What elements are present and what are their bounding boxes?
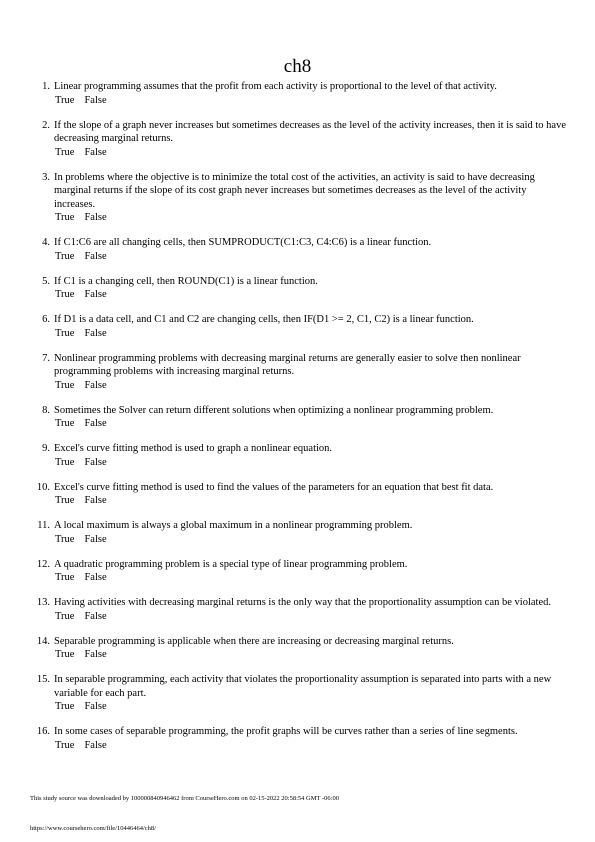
question-text: If D1 is a data cell, and C1 and C2 are changing cells, then IF(D1 >= 2, C1, C2) is a linear function. xyxy=(54,314,474,325)
question-item xyxy=(30,275,570,302)
option-false[interactable]: False xyxy=(84,94,107,106)
question-item xyxy=(30,596,570,623)
answer-options xyxy=(54,379,570,393)
answer-options xyxy=(54,494,570,508)
question-text: If the slope of a graph never increases but sometimes decreases as the level of the activity increases, then it is said to have decreasing marginal returns. xyxy=(54,119,566,144)
answer-options xyxy=(54,610,570,624)
question-text: If C1 is a changing cell, then ROUND(C1) is a linear function. xyxy=(54,275,318,287)
option-false[interactable]: False xyxy=(84,250,107,262)
question-text: In problems where the objective is to minimize the total cost of the activities, an activity is said to have decreasing marginal returns if the slope of its cost graph never increases but sometimes decreases as the level of the activity increases. xyxy=(54,171,535,210)
option-true[interactable]: True xyxy=(55,701,75,712)
question-text: Excel's curve fitting method is used to find the values of the parameters for an equation that best fit data. xyxy=(54,481,494,493)
option-true[interactable]: True xyxy=(55,456,75,468)
question-number: 15. xyxy=(36,674,50,685)
question-item xyxy=(30,352,570,393)
answer-options xyxy=(54,288,570,302)
answer-options xyxy=(54,417,570,431)
question-text: Nonlinear programming problems with decreasing marginal returns are generally easier to solve then nonlinear programming problems with increasing marginal returns. xyxy=(54,352,521,377)
question-number: 5. xyxy=(42,275,50,287)
question-number: 1. xyxy=(42,81,50,92)
question-item xyxy=(30,442,570,469)
page-title: ch8 xyxy=(283,56,312,77)
answer-options xyxy=(54,211,570,225)
option-false[interactable]: False xyxy=(84,495,107,506)
answer-options xyxy=(54,94,570,108)
question-text: A local maximum is always a global maximum in a nonlinear programming problem. xyxy=(54,520,413,531)
option-false[interactable]: False xyxy=(84,739,107,751)
option-false[interactable]: False xyxy=(84,610,107,622)
option-true[interactable]: True xyxy=(55,418,75,429)
answer-options xyxy=(54,327,570,341)
question-number: 12. xyxy=(36,558,50,570)
question-item xyxy=(30,635,570,662)
answer-options xyxy=(54,571,570,585)
download-source-notice: This study source was downloaded by 100000840946462 from CourseHero.com on 02-15-2022 20:58:54 GMT -06:00 xyxy=(30,795,339,802)
source-url[interactable]: https://www.coursehero.com/file/10446464/ch8/ xyxy=(30,825,156,832)
answer-options xyxy=(54,648,570,662)
question-number: 10. xyxy=(36,481,50,493)
answer-options xyxy=(54,146,570,160)
question-item xyxy=(30,80,570,107)
question-item xyxy=(30,519,570,546)
option-false[interactable]: False xyxy=(84,327,107,339)
option-false[interactable]: False xyxy=(84,649,107,660)
question-text: Excel's curve fitting method is used to graph a nonlinear equation. xyxy=(54,443,333,454)
question-text: Having activities with decreasing marginal returns is the only way that the proportionality assumption can be violated. xyxy=(54,597,551,608)
question-list xyxy=(30,80,570,764)
question-number: 3. xyxy=(42,171,50,183)
question-number: 11. xyxy=(37,520,50,531)
option-true[interactable]: True xyxy=(55,739,75,751)
answer-options xyxy=(54,456,570,470)
answer-options xyxy=(54,533,570,547)
question-text: In some cases of separable programming, the profit graphs will be curves rather than a series of line segments. xyxy=(54,726,518,737)
question-item xyxy=(30,236,570,263)
option-true[interactable]: True xyxy=(55,94,75,106)
question-number: 6. xyxy=(42,314,50,325)
option-false[interactable]: False xyxy=(84,146,107,158)
option-true[interactable]: True xyxy=(55,327,75,339)
question-text: In separable programming, each activity that violates the proportionality assumption is separated into parts with a new variable for each part. xyxy=(54,674,552,699)
answer-options xyxy=(54,700,570,714)
option-false[interactable]: False xyxy=(84,418,107,429)
option-true[interactable]: True xyxy=(55,250,75,262)
question-text: Linear programming assumes that the profit from each activity is proportional to the level of that activity. xyxy=(54,81,497,92)
question-text: If C1:C6 are all changing cells, then SUMPRODUCT(C1:C3, C4:C6) is a linear function. xyxy=(54,237,432,248)
option-false[interactable]: False xyxy=(84,289,107,300)
question-item xyxy=(30,673,570,714)
question-text: Sometimes the Solver can return different solutions when optimizing a nonlinear programming problem. xyxy=(54,404,494,416)
question-number: 16. xyxy=(36,726,50,737)
option-true[interactable]: True xyxy=(55,572,75,583)
option-true[interactable]: True xyxy=(55,289,75,300)
question-item xyxy=(30,558,570,585)
question-number: 4. xyxy=(42,237,50,248)
question-number: 13. xyxy=(36,597,50,608)
answer-options xyxy=(54,250,570,264)
question-number: 9. xyxy=(42,443,50,454)
option-true[interactable]: True xyxy=(55,495,75,506)
question-number: 14. xyxy=(36,635,50,647)
option-false[interactable]: False xyxy=(84,456,107,468)
option-false[interactable]: False xyxy=(84,379,107,391)
question-item xyxy=(30,171,570,225)
question-text: A quadratic programming problem is a special type of linear programming problem. xyxy=(54,558,408,570)
option-false[interactable]: False xyxy=(84,572,107,583)
option-false[interactable]: False xyxy=(84,533,107,545)
question-item xyxy=(30,481,570,508)
option-true[interactable]: True xyxy=(55,146,75,158)
option-true[interactable]: True xyxy=(55,610,75,622)
question-number: 2. xyxy=(42,119,50,131)
option-true[interactable]: True xyxy=(55,649,75,660)
question-text: Separable programming is applicable when there are increasing or decreasing marginal returns. xyxy=(54,635,454,647)
option-false[interactable]: False xyxy=(84,701,107,712)
answer-options xyxy=(54,739,570,753)
question-number: 8. xyxy=(42,404,50,416)
option-true[interactable]: True xyxy=(55,379,75,391)
question-number: 7. xyxy=(42,352,50,364)
question-item xyxy=(30,119,570,160)
option-true[interactable]: True xyxy=(55,533,75,545)
question-item xyxy=(30,404,570,431)
option-true[interactable]: True xyxy=(55,212,75,223)
option-false[interactable]: False xyxy=(84,212,107,223)
question-item xyxy=(30,313,570,340)
question-item xyxy=(30,725,570,752)
